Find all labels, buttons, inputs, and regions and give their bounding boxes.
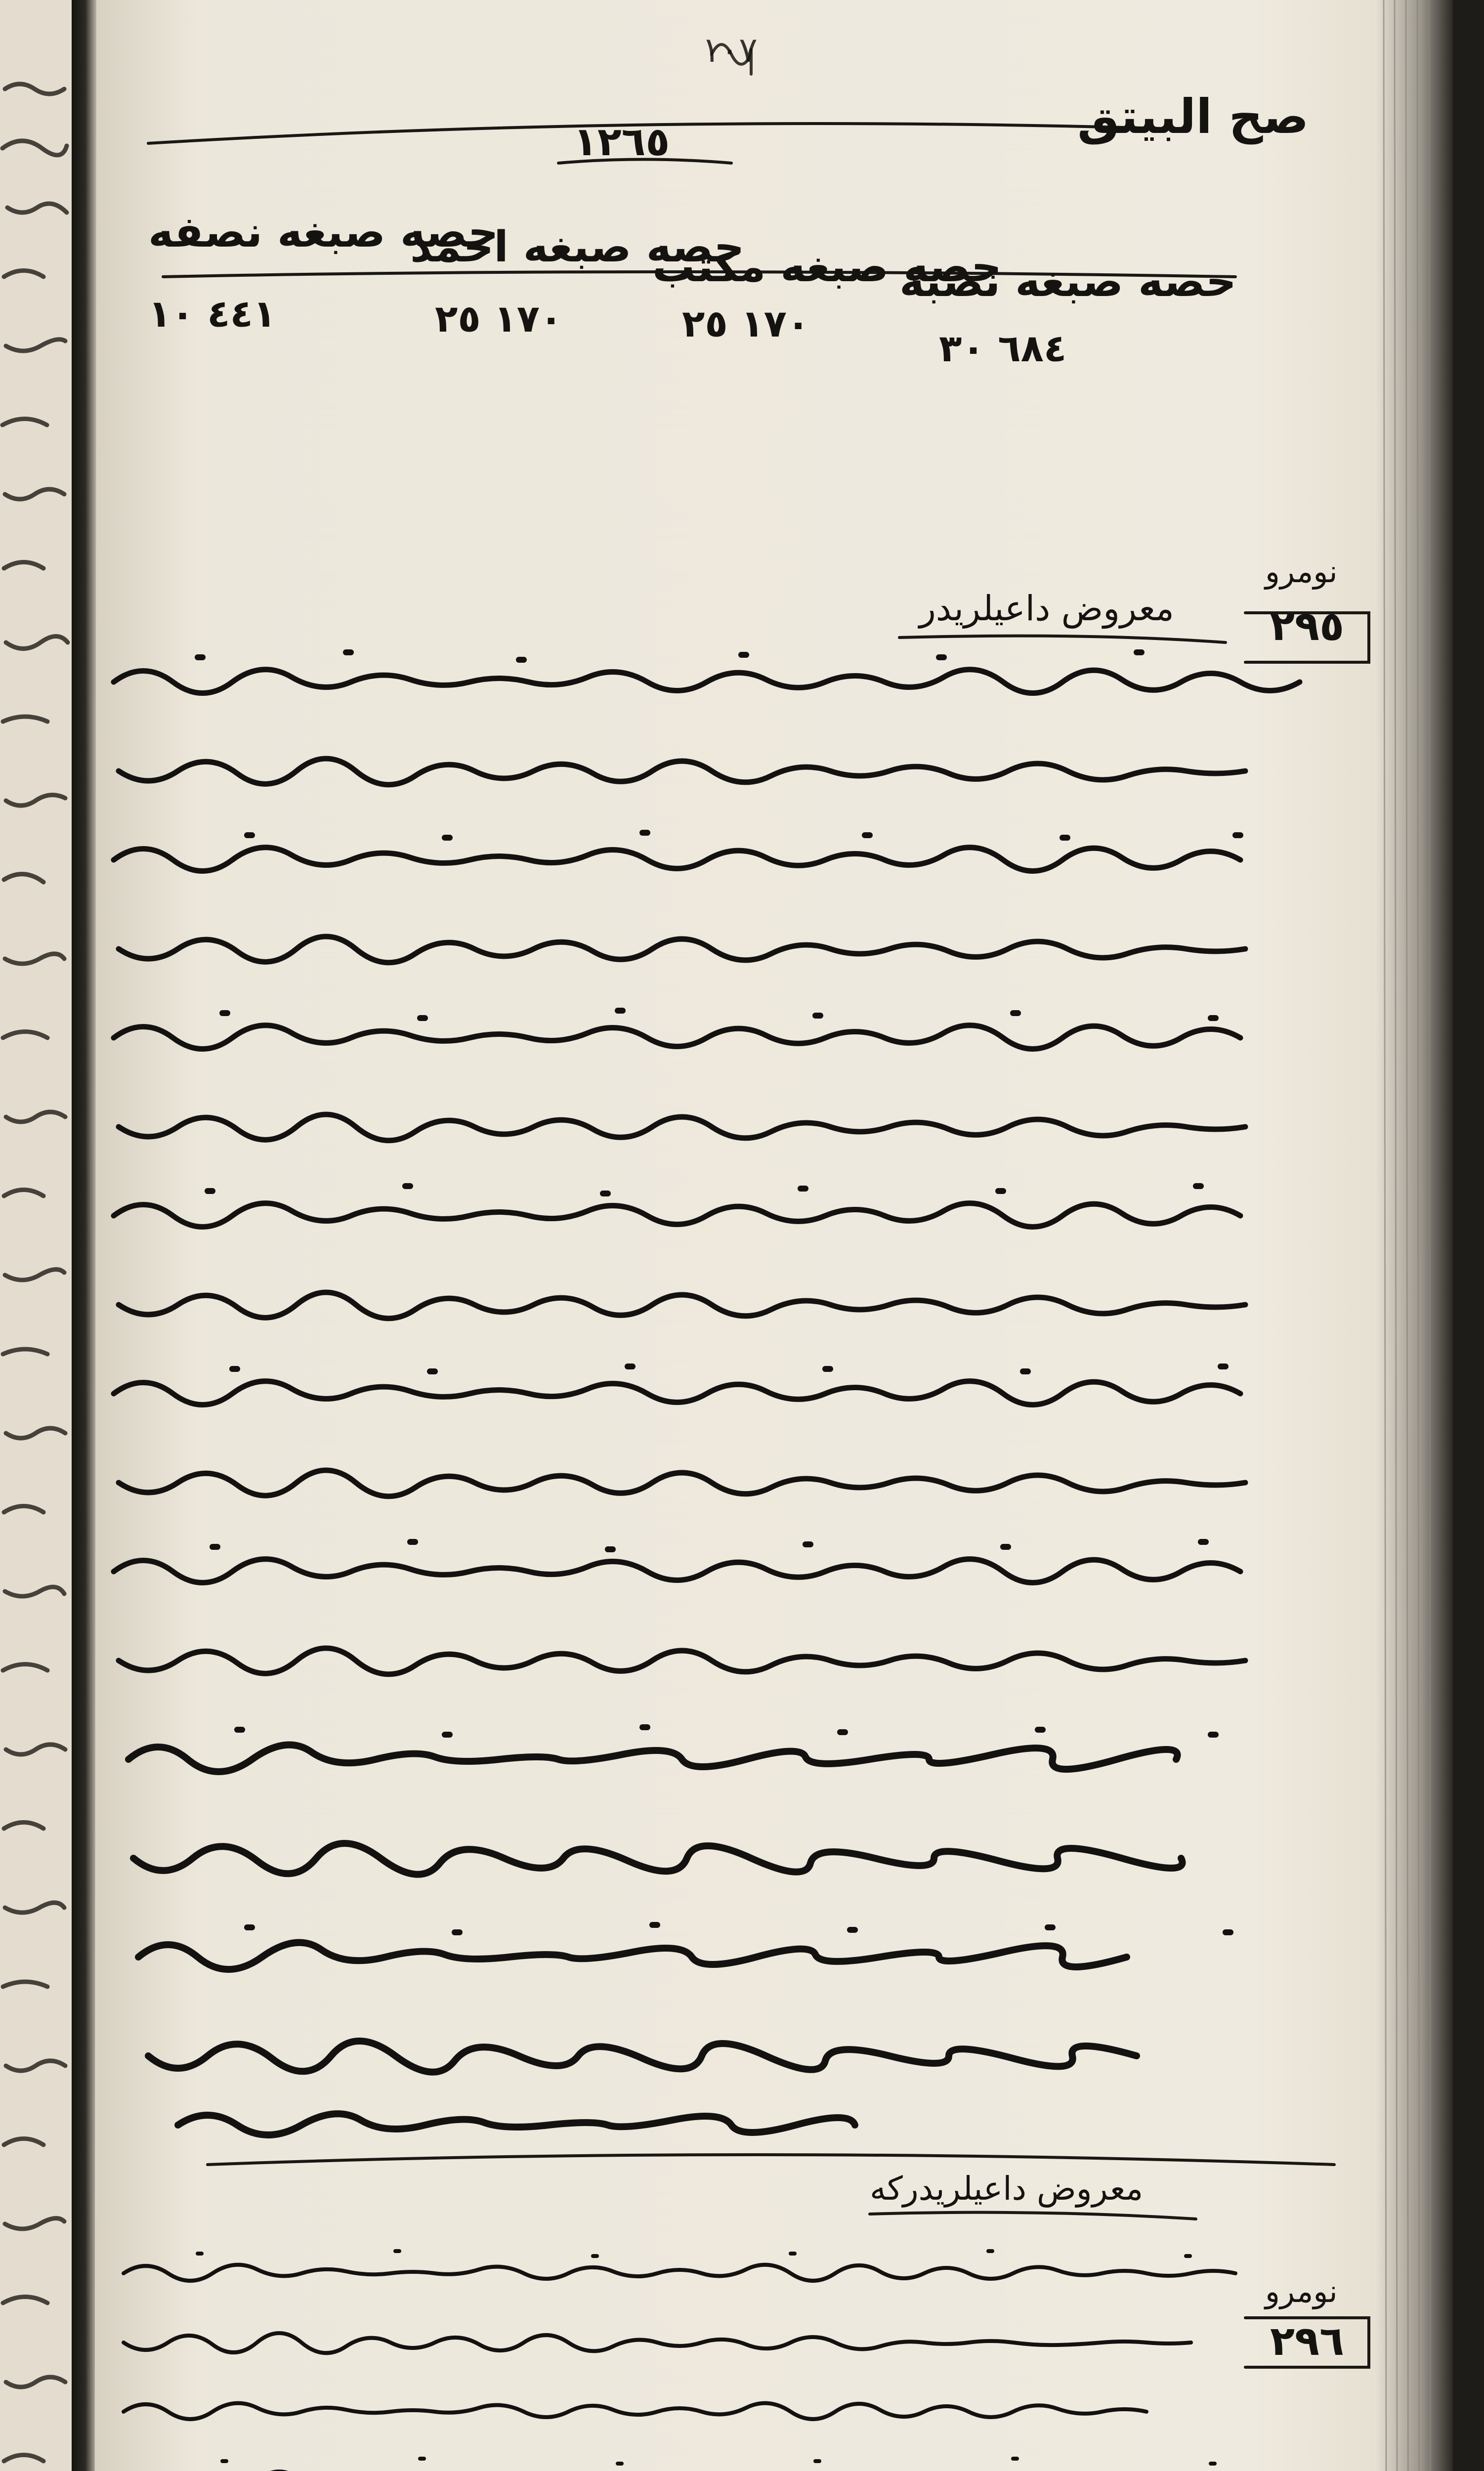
page-number: ١٠٧ <box>702 30 758 70</box>
facing-page <box>0 0 74 2471</box>
entry-number: ٢٩٥ <box>1270 603 1345 650</box>
entry-heading: معروض داعيلريدركه <box>870 2170 1144 2208</box>
entry-heading: معروض داعيلريدر <box>919 588 1174 629</box>
binding-gutter <box>72 0 99 2471</box>
header-column-value: ١٧٠ ٢٥ <box>435 297 563 341</box>
header-column-value: ١٧٠ ٢٥ <box>682 301 810 345</box>
main-page <box>94 0 1379 2471</box>
header-column-label: حصه صبغه نصبه <box>899 257 1236 306</box>
entry-number-label: نومرو <box>1265 554 1338 590</box>
header-column-value: ٦٨٤ ٣٠ <box>939 326 1067 370</box>
header-year: ١٢٦٥ <box>573 119 670 165</box>
header-column-label: حصه صبغه نصفه <box>148 208 499 257</box>
header-column-label: حصه صبغه احمد <box>410 222 745 272</box>
entry-number: ٢٩٦ <box>1270 2318 1345 2365</box>
header-title: صح البيتق <box>1077 89 1309 144</box>
header-column-value: ٤٤١ ١٠ <box>148 292 276 336</box>
header-column-label: حصه صبغه مكتب <box>652 242 1002 292</box>
entry-number-label: نومرو <box>1265 2273 1338 2309</box>
